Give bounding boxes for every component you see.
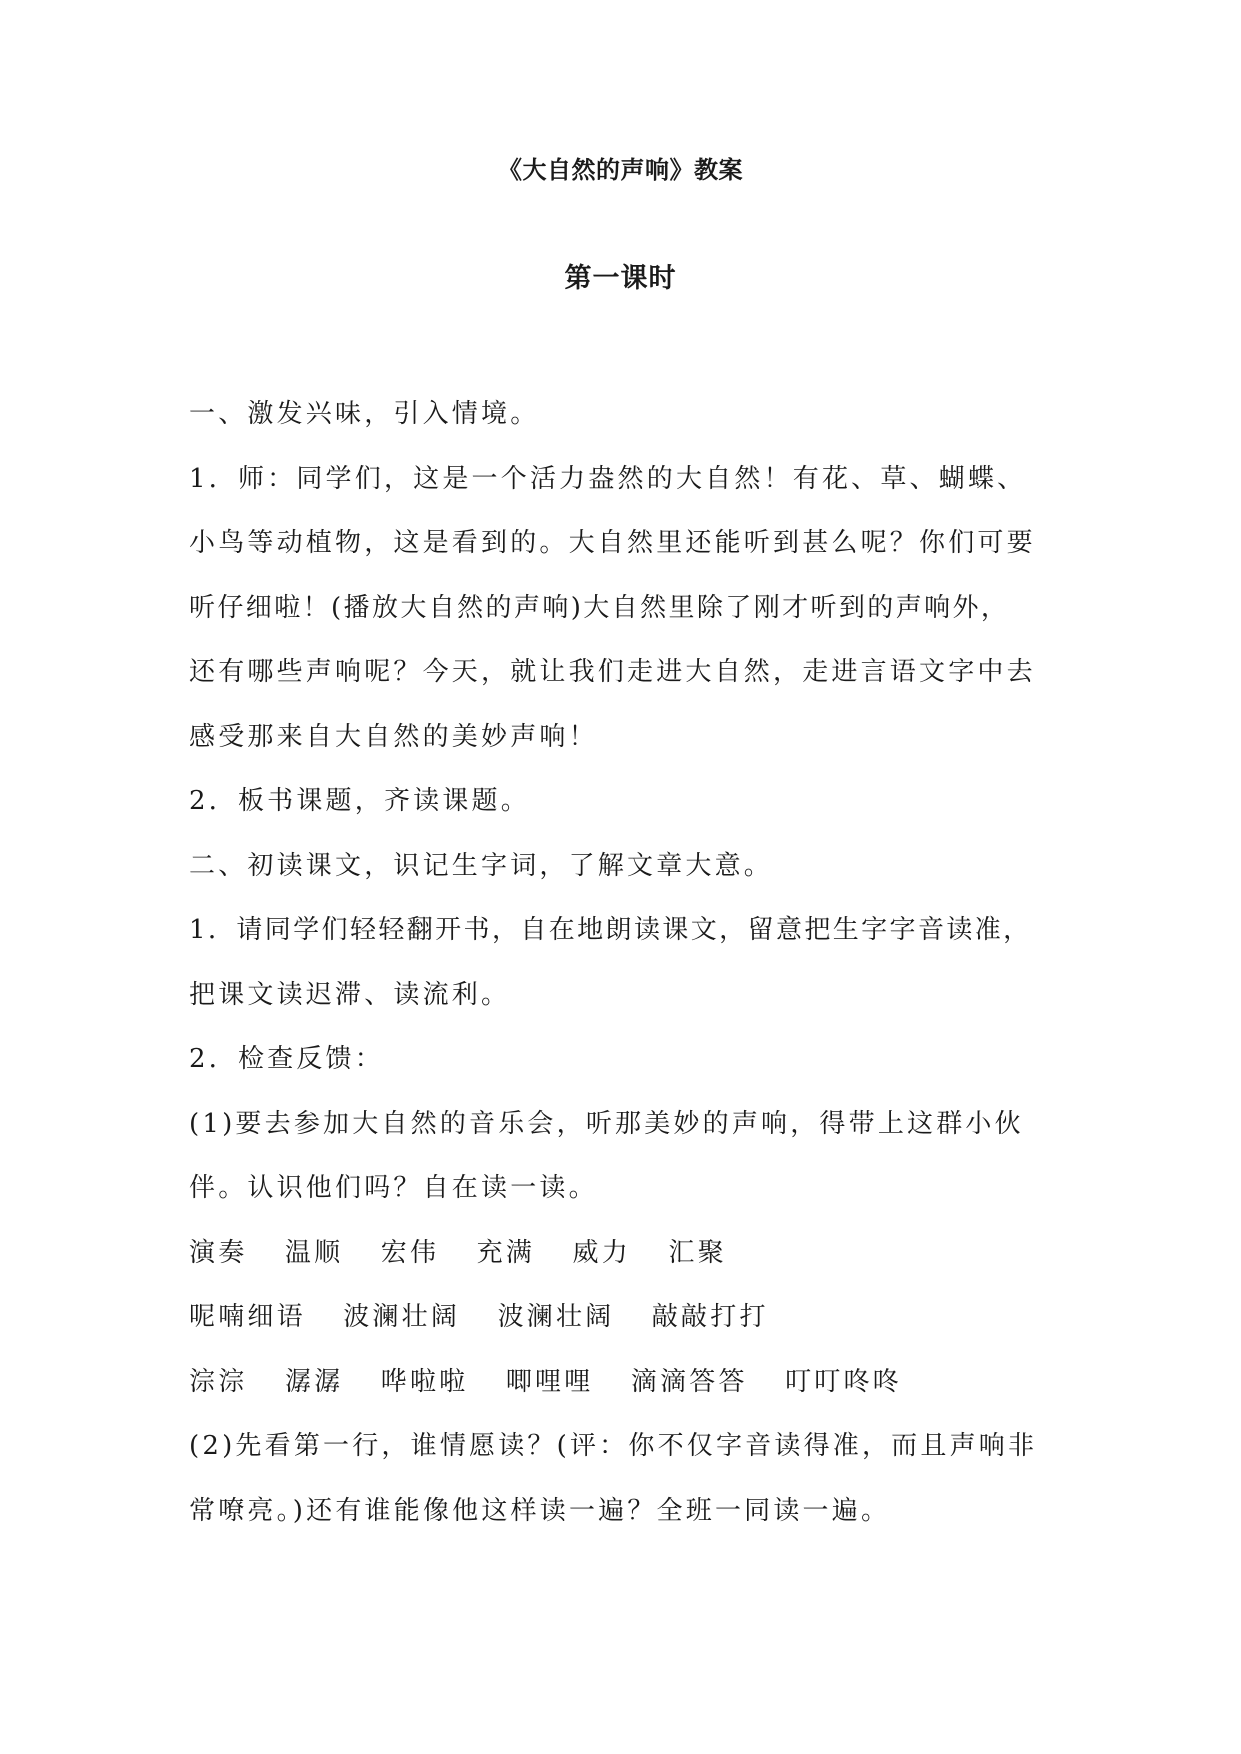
paragraph-line: (2)先看第一行，谁情愿读？(评：你不仅字音读得准，而且声响非: [189, 1431, 1038, 1461]
vocab-word: 充满: [476, 1237, 536, 1268]
paragraph-line: (1)要去参加大自然的音乐会，听那美妙的声响，得带上这群小伙: [189, 1108, 1024, 1139]
word-row: [189, 1285, 1069, 1350]
vocab-word: 汇聚: [668, 1237, 727, 1268]
paragraph-line: 把课文读迟滞、读流利。: [189, 979, 511, 1010]
vocab-word: 潺潺: [284, 1366, 344, 1397]
vocab-word: 滴滴答答: [630, 1366, 748, 1397]
paragraph-line: 感受那来自大自然的美妙声响！: [189, 721, 598, 752]
paragraph-line: 听仔细啦！(播放大自然的声响)大自然里除了刚才听到的声响外，: [189, 592, 1010, 623]
paragraph-line: 常嘹亮。)还有谁能像他这样读一遍？全班一同读一遍。: [189, 1495, 891, 1526]
vocab-word: 威力: [572, 1237, 631, 1268]
paragraph-line: 一、激发兴味，引入情境。: [189, 399, 540, 429]
word-row: [189, 1221, 1069, 1286]
vocab-word: 波澜壮阔: [343, 1302, 461, 1332]
vocab-word: 叮叮咚咚: [785, 1366, 902, 1397]
vocab-word: 演奏: [189, 1237, 248, 1268]
vocab-word: 温顺: [284, 1237, 344, 1268]
vocab-word: 宏伟: [380, 1237, 440, 1268]
vocab-word: 唧哩哩: [505, 1366, 594, 1397]
word-row: [189, 1350, 1069, 1415]
paragraph-line: 2．板书课题，齐读课题。: [189, 786, 530, 816]
paragraph-line: 伴。认识他们吗？自在读一读。: [189, 1173, 598, 1203]
vocab-word: 淙淙: [189, 1366, 248, 1397]
paragraph-line: 二、初读课文，识记生字词，了解文章大意。: [189, 850, 774, 881]
paragraph-line: 1．师：同学们，这是一个活力盎然的大自然！有花、草、蝴蝶、: [189, 463, 1027, 494]
paragraph-line: 2．检查反馈：: [189, 1044, 384, 1074]
vocab-word: 波澜壮阔: [497, 1302, 615, 1332]
body-text: [189, 382, 1069, 1543]
paragraph-line: 还有哪些声响呢？今天，就让我们走进大自然，走进言语文字中去: [189, 657, 1036, 687]
document-title: 《大自然的声响》教案: [498, 156, 743, 184]
section-title: 第一课时: [564, 263, 677, 294]
vocab-word: 呢喃细语: [189, 1302, 306, 1332]
vocab-word: 敲敲打打: [651, 1302, 769, 1332]
vocab-word: 哗啦啦: [380, 1366, 469, 1397]
paragraph-line: 1．请同学们轻轻翻开书，自在地朗读课文，留意把生字字音读准，: [189, 915, 1032, 945]
paragraph-line: 小鸟等动植物，这是看到的。大自然里还能听到甚么呢？你们可要: [189, 528, 1036, 558]
